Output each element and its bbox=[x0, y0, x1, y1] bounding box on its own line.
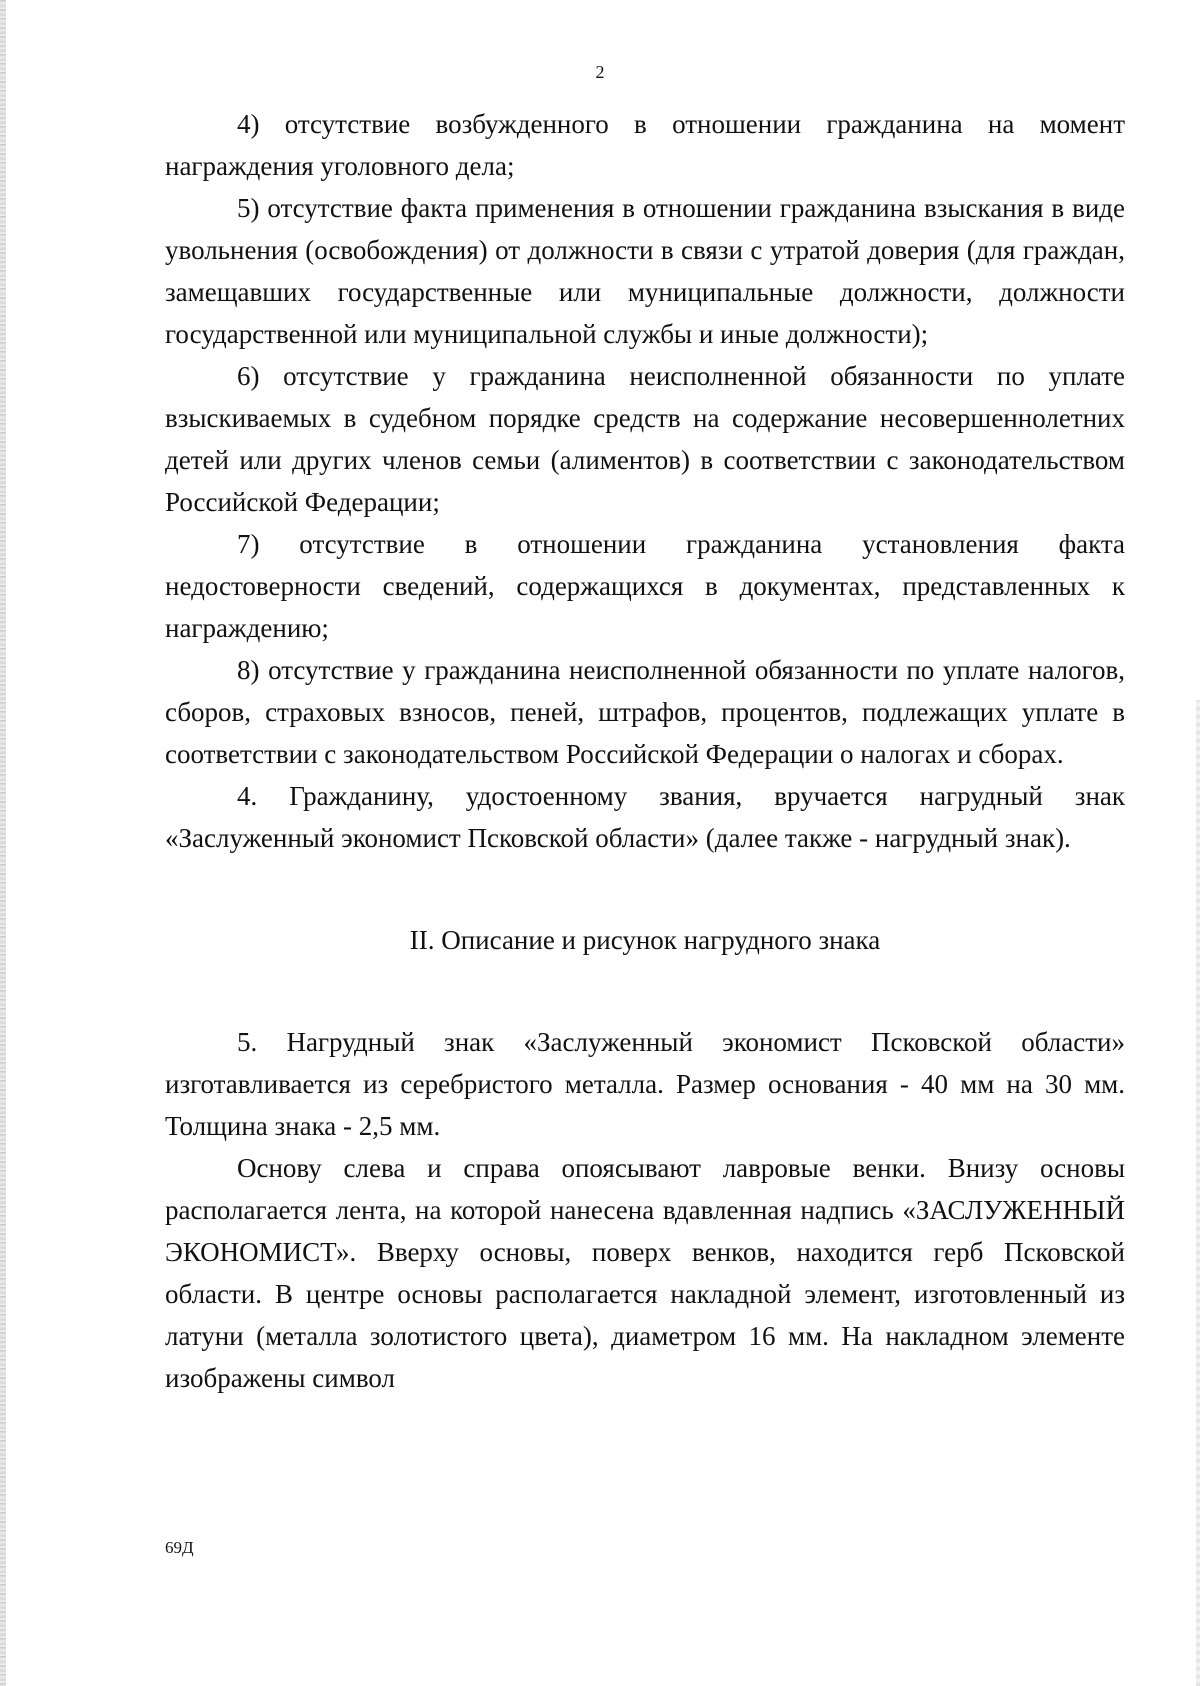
scan-edge-right bbox=[1196, 700, 1200, 1686]
scan-edge-left bbox=[0, 0, 6, 1686]
section-heading: II. Описание и рисунок нагрудного знака bbox=[409, 925, 881, 955]
paragraph-condition-6: 6) отсутствие у гражданина неисполненной обязанности по уплате взыскиваемых в судебном порядке средств на содержание несовершеннолетних детей или других членов семьи (алиментов) в соответствии с законодательством Российской Федерации; bbox=[165, 361, 1125, 517]
paragraph-condition-4: 4) отсутствие возбужденного в отношении гражданина на момент награждения уголовного дела; bbox=[165, 109, 1125, 181]
document-body bbox=[165, 103, 1125, 1399]
paragraph-badge-description: Основу слева и справа опоясывают лавровые венки. Внизу основы располагается лента, на которой нанесена вдавленная надпись «ЗАСЛУЖЕННЫЙ ЭКОНОМИСТ». Вверху основы, поверх венков, находится герб Псковской области. В центре основы располагается накладной элемент, изготовленный из латуни (металла золотистого цвета), диаметром 16 мм. На накладном элементе изображены символ bbox=[165, 1153, 1125, 1393]
paragraph-item-5: 5. Нагрудный знак «Заслуженный экономист Псковской области» изготавливается из серебристого металла. Размер основания - 40 мм на 30 мм. Толщина знака - 2,5 мм. bbox=[165, 1027, 1125, 1141]
paragraph-condition-8: 8) отсутствие у гражданина неисполненной обязанности по уплате налогов, сборов, страховых взносов, пеней, штрафов, процентов, подлежащих уплате в соответствии с законодательством Российской Федерации о налогах и сборах. bbox=[165, 655, 1125, 769]
paragraph-condition-5: 5) отсутствие факта применения в отношении гражданина взыскания в виде увольнения (освобождения) от должности в связи с утратой доверия (для граждан, замещавших государственные или муниципальные должности, должности государственной или муниципальной службы и иные должности); bbox=[165, 193, 1125, 349]
paragraph-condition-7: 7) отсутствие в отношении гражданина установления факта недостоверности сведений, содержащихся в документах, представленных к награждению; bbox=[165, 529, 1125, 643]
footer-code: 69Д bbox=[165, 1538, 194, 1557]
paragraph-item-4: 4. Гражданину, удостоенному звания, вручается нагрудный знак «Заслуженный экономист Псковской области» (далее также - нагрудный знак). bbox=[165, 781, 1125, 853]
page-number: 2 bbox=[595, 62, 605, 82]
